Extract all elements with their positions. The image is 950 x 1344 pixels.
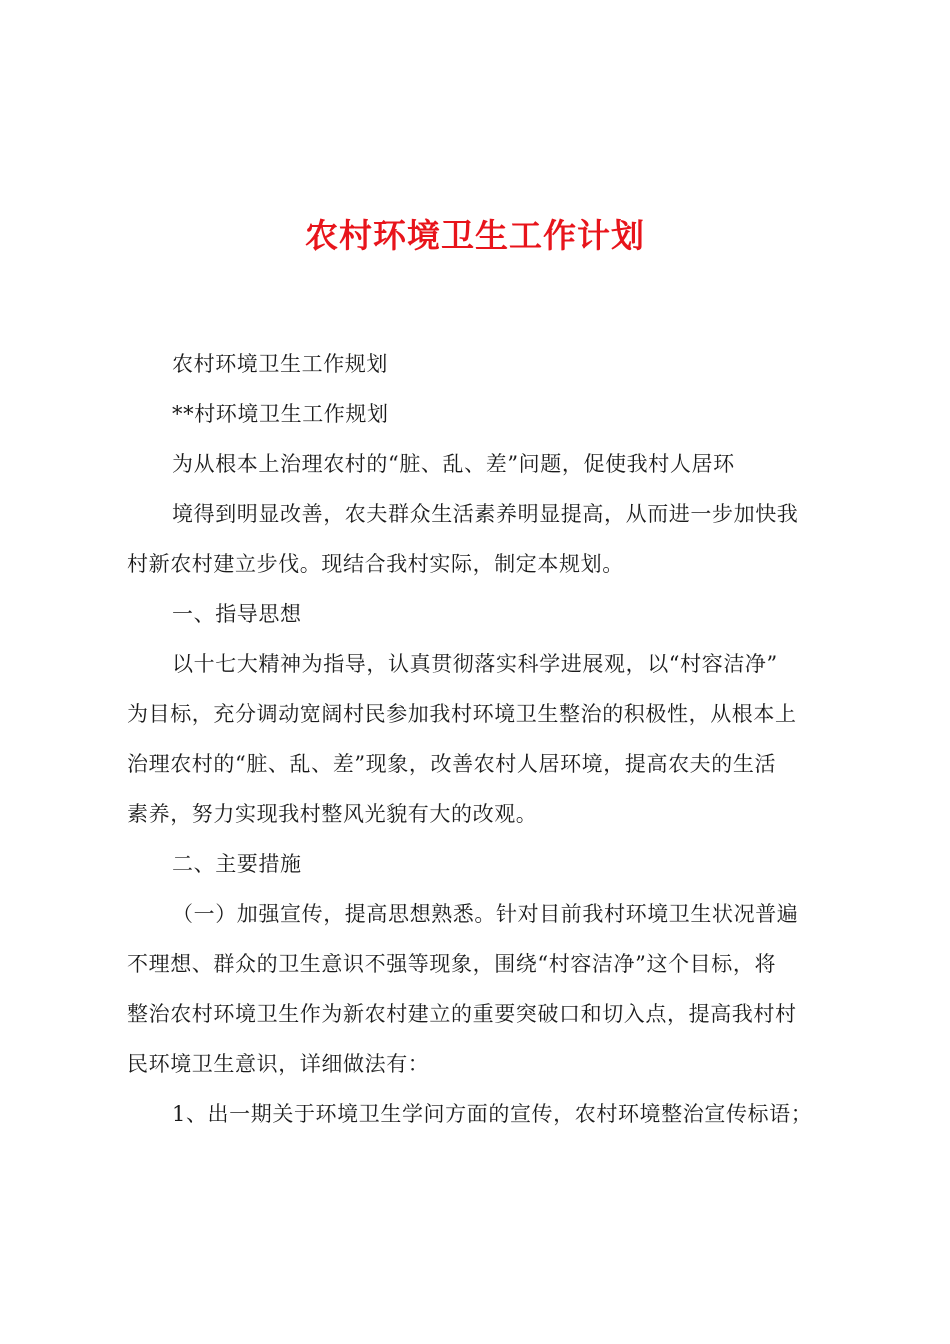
paragraph-line: 为从根本上治理农村的“脏、乱、差”问题，促使我村人居环 [172,452,735,476]
paragraph-line: 为目标，充分调动宽阔村民参加我村环境卫生整治的积极性，从根本上 [127,702,797,726]
paragraph-line: 不理想、群众的卫生意识不强等现象，围绕“村容洁净”这个目标，将 [127,952,777,976]
paragraph-line: 村新农村建立步伐。现结合我村实际，制定本规划。 [127,552,624,576]
paragraph-line: 境得到明显改善，农夫群众生活素养明显提高，从而进一步加快我 [172,502,799,526]
paragraph-line: 民环境卫生意识，详细做法有： [127,1052,430,1076]
document-title: 农村环境卫生工作计划 [305,216,645,255]
section-heading: 二、主要措施 [172,852,302,876]
paragraph-line: 整治农村环境卫生作为新农村建立的重要突破口和切入点，提高我村村 [127,1002,797,1026]
paragraph-line: 以十七大精神为指导，认真贯彻落实科学进展观，以“村容洁净” [172,652,778,676]
paragraph-line: 农村环境卫生工作规划 [172,352,388,376]
list-item: 1、出一期关于环境卫生学问方面的宣传，农村环境整治宣传标语； [172,1102,813,1126]
paragraph-line: 治理农村的“脏、乱、差”现象，改善农村人居环境，提高农夫的生活 [127,752,777,776]
paragraph-line: **村环境卫生工作规划 [172,402,389,426]
section-heading: 一、指导思想 [172,602,302,626]
paragraph-line: （一）加强宣传，提高思想熟悉。针对目前我村环境卫生状况普遍 [172,902,799,926]
paragraph-line: 素养，努力实现我村整风光貌有大的改观。 [127,802,538,826]
